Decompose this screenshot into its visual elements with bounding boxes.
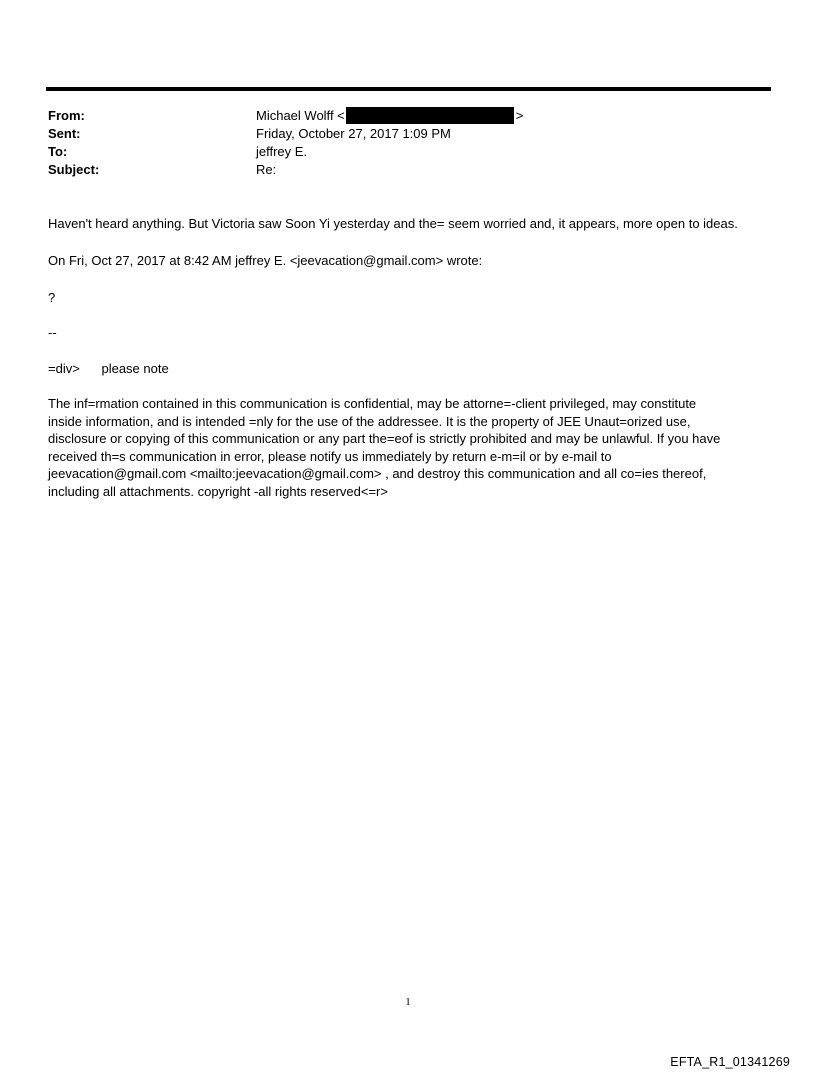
from-close: > (515, 108, 524, 123)
email-header (48, 107, 768, 179)
document-id: EFTA_R1_01341269 (670, 1055, 790, 1069)
disclaimer-line: disclosure or copying of this communication or any part the=eof is strictly prohibited and may be unlawful. If you have (48, 431, 721, 446)
disclaimer-line: The inf=rmation contained in this communication is confidential, may be attorne=-client privileged, may constitute (48, 396, 697, 411)
subject-label: Subject: (48, 162, 100, 177)
disclaimer-line: inside information, and is intended =nly for the use of the addressee. It is the property of JEE Unaut=orized use, (48, 413, 691, 429)
to-row (48, 143, 768, 161)
confidentiality-disclaimer (48, 395, 773, 500)
header-rule (46, 87, 771, 91)
to-value: jeffrey E. (256, 144, 308, 159)
sent-row (48, 125, 768, 143)
from-label: From: (48, 108, 85, 123)
quoted-question: ? (48, 290, 56, 305)
page-number: 1 (405, 996, 411, 1008)
message-body-line: Haven't heard anything. But Victoria saw Soon Yi yesterday and the= seem worried and, it appears, more open to ideas. (48, 216, 738, 231)
disclaimer-line: received th=s communication in error, please notify us immediately by return e-m=il or by e-mail to (48, 448, 612, 464)
from-value (256, 107, 768, 125)
quote-intro: On Fri, Oct 27, 2017 at 8:42 AM jeffrey E. <jeevacation@gmail.com> wrote: (48, 253, 483, 268)
redaction-bar (346, 107, 514, 124)
subject-row (48, 161, 768, 179)
from-name: Michael Wolff < (256, 108, 345, 123)
disclaimer-line: jeevacation@gmail.com <mailto:jeevacation@gmail.com> , and destroy this communication and all co=ies thereof, (48, 466, 707, 481)
disclaimer-line: including all attachments. copyright -all rights reserved<=r> (48, 483, 388, 499)
sent-label: Sent: (48, 126, 81, 141)
signature-separator: -- (48, 325, 57, 340)
from-row (48, 107, 768, 125)
sent-value: Friday, October 27, 2017 1:09 PM (256, 126, 451, 141)
div-note-line: =div> please note (48, 361, 169, 376)
subject-value: Re: (256, 162, 277, 177)
to-label: To: (48, 144, 68, 159)
